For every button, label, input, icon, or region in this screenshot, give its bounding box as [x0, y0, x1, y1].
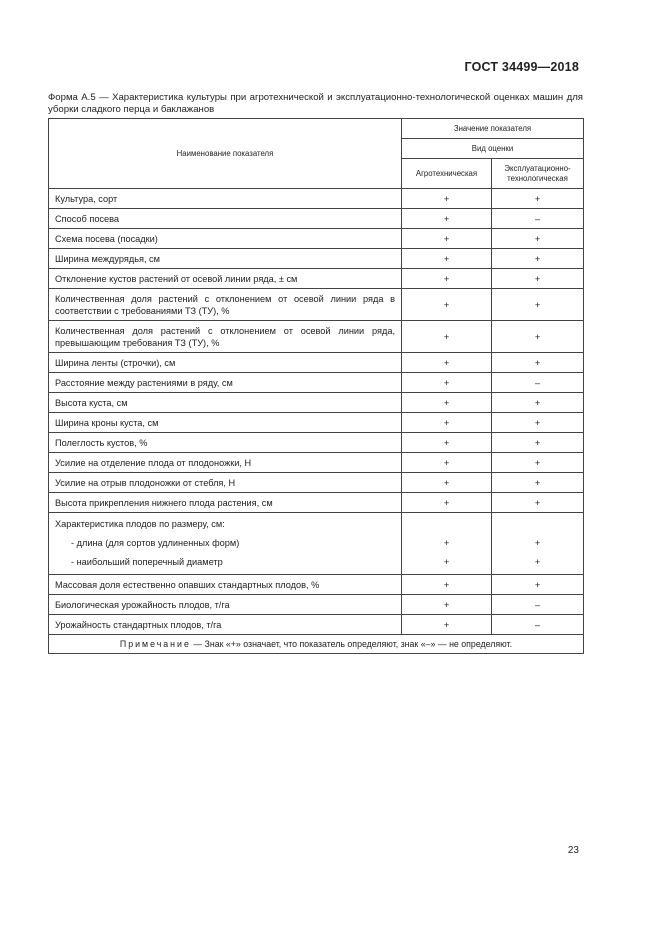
size-group-agro-values [402, 513, 492, 575]
header-agrotechnical: Агротехническая [402, 159, 492, 189]
table-note [49, 635, 584, 654]
row-expl-value: – [492, 373, 584, 393]
row-name: Массовая доля естественно опавших стандартных плодов, % [49, 575, 402, 595]
table-row [49, 433, 584, 453]
row-agro-value: + [402, 249, 492, 269]
table-row [49, 229, 584, 249]
table-row [49, 209, 584, 229]
size-group-item-diameter: - наибольший поперечный диаметр [71, 557, 223, 567]
note-text: — Знак «+» означает, что показатель определяют, знак «–» — не определяют. [190, 639, 513, 649]
row-expl-value: + [492, 269, 584, 289]
table-row [49, 289, 584, 321]
row-name: Отклонение кустов растений от осевой линии ряда, ± см [49, 269, 402, 289]
page-number: 23 [567, 845, 579, 856]
table-row [49, 453, 584, 473]
row-agro-value: + [402, 595, 492, 615]
table-row [49, 269, 584, 289]
table-row [49, 321, 584, 353]
row-name: Полеглость кустов, % [49, 433, 402, 453]
row-agro-value: + [402, 209, 492, 229]
row-agro-value: + [402, 493, 492, 513]
row-expl-value: – [492, 209, 584, 229]
row-agro-value: + [402, 229, 492, 249]
row-name: Высота прикрепления нижнего плода растения, см [49, 493, 402, 513]
row-name: Схема посева (посадки) [49, 229, 402, 249]
table-row [49, 249, 584, 269]
row-name: Урожайность стандартных плодов, т/га [49, 615, 402, 635]
row-agro-value: + [402, 321, 492, 353]
row-name: Усилие на отрыв плодоножки от стебля, Н [49, 473, 402, 493]
document-id: ГОСТ 34499—2018 [464, 60, 579, 74]
row-name: Ширина междурядья, см [49, 249, 402, 269]
row-expl-value: + [492, 353, 584, 373]
header-evaluation-type: Вид оценки [402, 139, 584, 159]
row-agro-value: + [402, 353, 492, 373]
row-expl-value: + [492, 493, 584, 513]
row-agro-value: + [402, 269, 492, 289]
table-row-size-group [49, 513, 584, 575]
row-agro-value: + [402, 289, 492, 321]
row-agro-value: + [402, 393, 492, 413]
row-expl-value: + [492, 575, 584, 595]
table-note-row [49, 635, 584, 654]
row-name: Культура, сорт [49, 189, 402, 209]
table-caption: Форма А.5 — Характеристика культуры при агротехнической и эксплуатационно-технологической оценках машин для уборки сладкого перца и баклажанов [48, 92, 583, 115]
table-row [49, 373, 584, 393]
row-agro-value: + [402, 413, 492, 433]
table-row [49, 575, 584, 595]
row-expl-value: – [492, 595, 584, 615]
row-name: Количественная доля растений с отклонением от осевой линии ряда, превышающим требования ТЗ (ТУ), % [49, 321, 402, 353]
row-agro-value: + [402, 189, 492, 209]
size-group-title: Характеристика плодов по размеру, см: [55, 519, 225, 529]
row-expl-value: + [492, 289, 584, 321]
row-expl-value: + [492, 473, 584, 493]
header-indicator-value: Значение показателя [402, 119, 584, 139]
row-name: Расстояние между растениями в ряду, см [49, 373, 402, 393]
table-row [49, 393, 584, 413]
characteristics-table [48, 118, 584, 654]
row-expl-value: + [492, 433, 584, 453]
row-expl-value: + [492, 453, 584, 473]
row-expl-value: + [492, 229, 584, 249]
size-group-item-length: - длина (для сортов удлиненных форм) [71, 538, 240, 548]
row-name: Ширина кроны куста, см [49, 413, 402, 433]
size-group-cell [49, 513, 402, 575]
row-agro-value: + [402, 615, 492, 635]
row-expl-value: + [492, 321, 584, 353]
table-row [49, 595, 584, 615]
row-agro-value: + [402, 433, 492, 453]
row-name: Количественная доля растений с отклонением от осевой линии ряда в соответствии с требованиями ТЗ (ТУ), % [49, 289, 402, 321]
row-agro-value: + [402, 373, 492, 393]
table-row [49, 615, 584, 635]
row-name: Способ посева [49, 209, 402, 229]
table-row [49, 493, 584, 513]
row-agro-value: + [402, 453, 492, 473]
row-agro-value: + [443, 557, 450, 567]
table-row [49, 353, 584, 373]
row-name: Усилие на отделение плода от плодоножки, Н [49, 453, 402, 473]
row-agro-value: + [402, 473, 492, 493]
row-expl-value: + [492, 249, 584, 269]
row-agro-value: + [443, 538, 450, 548]
row-agro-value: + [402, 575, 492, 595]
row-expl-value: + [492, 189, 584, 209]
row-name: Биологическая урожайность плодов, т/га [49, 595, 402, 615]
note-label: Примечание [119, 639, 191, 649]
row-name: Высота куста, см [49, 393, 402, 413]
size-group-expl-values [492, 513, 584, 575]
header-indicator-name: Наименование показателя [49, 119, 402, 189]
table-row [49, 473, 584, 493]
row-expl-value: + [534, 557, 541, 567]
row-expl-value: + [534, 538, 541, 548]
table-row [49, 189, 584, 209]
row-expl-value: + [492, 393, 584, 413]
header-operational: Эксплуатационно-технологическая [492, 159, 584, 189]
row-expl-value: – [492, 615, 584, 635]
row-name: Ширина ленты (строчки), см [49, 353, 402, 373]
row-expl-value: + [492, 413, 584, 433]
table-row [49, 413, 584, 433]
